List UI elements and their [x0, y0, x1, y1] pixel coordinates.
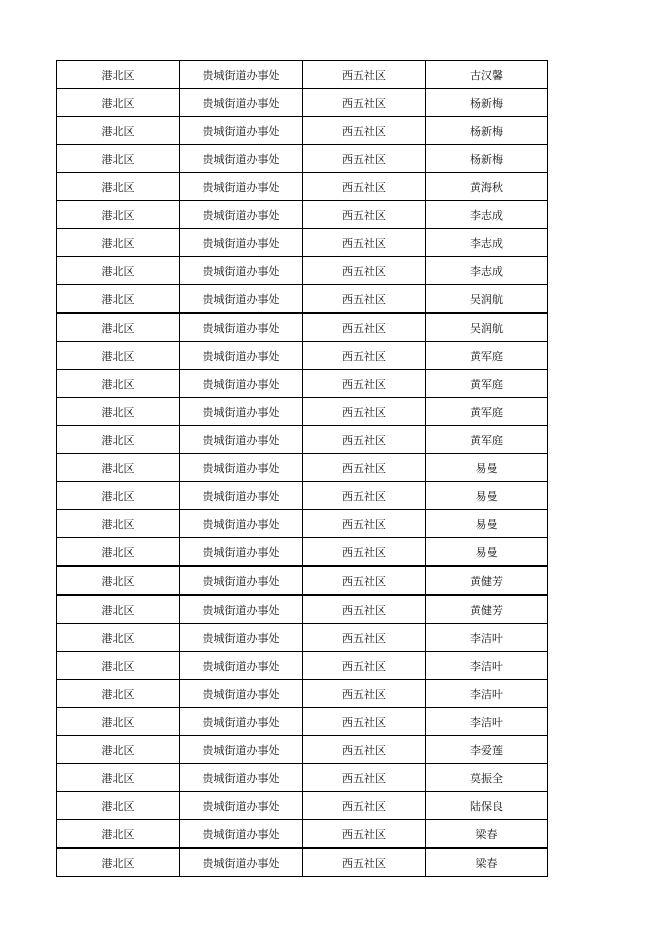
- cell-street: 贵城街道办事处: [180, 708, 303, 736]
- table-row: [57, 820, 548, 849]
- cell-name: 黄健芳: [426, 566, 548, 595]
- table-row: [57, 792, 548, 820]
- cell-name: 黄健芳: [426, 595, 548, 624]
- cell-street: 贵城街道办事处: [180, 764, 303, 792]
- table-row: [57, 342, 548, 370]
- cell-name: 黄海秋: [426, 173, 548, 201]
- cell-name: 黄军庭: [426, 426, 548, 454]
- cell-community: 西五社区: [303, 61, 426, 89]
- cell-district: 港北区: [57, 398, 180, 426]
- cell-community: 西五社区: [303, 566, 426, 595]
- table-row: [57, 61, 548, 89]
- cell-district: 港北区: [57, 566, 180, 595]
- cell-community: 西五社区: [303, 370, 426, 398]
- cell-street: 贵城街道办事处: [180, 89, 303, 117]
- cell-community: 西五社区: [303, 145, 426, 173]
- cell-street: 贵城街道办事处: [180, 482, 303, 510]
- cell-district: 港北区: [57, 313, 180, 342]
- cell-name: 杨新梅: [426, 89, 548, 117]
- cell-community: 西五社区: [303, 792, 426, 820]
- table-row: [57, 257, 548, 285]
- cell-street: 贵城街道办事处: [180, 680, 303, 708]
- cell-community: 西五社区: [303, 680, 426, 708]
- cell-name: 黄军庭: [426, 342, 548, 370]
- cell-district: 港北区: [57, 426, 180, 454]
- table-body: [57, 61, 548, 877]
- cell-name: 陆保良: [426, 792, 548, 820]
- cell-district: 港北区: [57, 708, 180, 736]
- table-row: [57, 624, 548, 652]
- cell-district: 港北区: [57, 792, 180, 820]
- cell-district: 港北区: [57, 173, 180, 201]
- cell-street: 贵城街道办事处: [180, 820, 303, 849]
- cell-district: 港北区: [57, 61, 180, 89]
- cell-district: 港北区: [57, 680, 180, 708]
- cell-community: 西五社区: [303, 89, 426, 117]
- cell-street: 贵城街道办事处: [180, 370, 303, 398]
- table-row: [57, 454, 548, 482]
- cell-district: 港北区: [57, 117, 180, 145]
- cell-community: 西五社区: [303, 538, 426, 567]
- cell-name: 李洁叶: [426, 624, 548, 652]
- table-row: [57, 370, 548, 398]
- table-row: [57, 426, 548, 454]
- cell-name: 吴润航: [426, 313, 548, 342]
- cell-community: 西五社区: [303, 398, 426, 426]
- cell-district: 港北区: [57, 370, 180, 398]
- table-row: [57, 482, 548, 510]
- cell-street: 贵城街道办事处: [180, 201, 303, 229]
- table-row: [57, 736, 548, 764]
- cell-community: 西五社区: [303, 595, 426, 624]
- spreadsheet-page: [56, 60, 547, 877]
- table-row: [57, 538, 548, 567]
- cell-district: 港北区: [57, 89, 180, 117]
- cell-community: 西五社区: [303, 201, 426, 229]
- cell-name: 李志成: [426, 257, 548, 285]
- cell-community: 西五社区: [303, 624, 426, 652]
- table-row: [57, 285, 548, 314]
- cell-district: 港北区: [57, 454, 180, 482]
- cell-district: 港北区: [57, 201, 180, 229]
- cell-street: 贵城街道办事处: [180, 736, 303, 764]
- table-row: [57, 201, 548, 229]
- cell-street: 贵城街道办事处: [180, 848, 303, 877]
- cell-district: 港北区: [57, 736, 180, 764]
- cell-district: 港北区: [57, 285, 180, 314]
- cell-name: 李志成: [426, 201, 548, 229]
- cell-community: 西五社区: [303, 848, 426, 877]
- cell-street: 贵城街道办事处: [180, 313, 303, 342]
- cell-street: 贵城街道办事处: [180, 538, 303, 567]
- table-row: [57, 708, 548, 736]
- cell-street: 贵城街道办事处: [180, 117, 303, 145]
- table-row: [57, 566, 548, 595]
- cell-name: 杨新梅: [426, 145, 548, 173]
- cell-district: 港北区: [57, 595, 180, 624]
- cell-name: 李洁叶: [426, 652, 548, 680]
- cell-district: 港北区: [57, 145, 180, 173]
- cell-district: 港北区: [57, 764, 180, 792]
- table-row: [57, 117, 548, 145]
- cell-district: 港北区: [57, 257, 180, 285]
- cell-name: 吴润航: [426, 285, 548, 314]
- cell-district: 港北区: [57, 229, 180, 257]
- table-row: [57, 848, 548, 877]
- table-row: [57, 652, 548, 680]
- cell-street: 贵城街道办事处: [180, 510, 303, 538]
- table-row: [57, 595, 548, 624]
- table-row: [57, 510, 548, 538]
- cell-street: 贵城街道办事处: [180, 398, 303, 426]
- cell-community: 西五社区: [303, 454, 426, 482]
- cell-name: 李志成: [426, 229, 548, 257]
- cell-street: 贵城街道办事处: [180, 61, 303, 89]
- cell-community: 西五社区: [303, 736, 426, 764]
- cell-district: 港北区: [57, 510, 180, 538]
- cell-district: 港北区: [57, 820, 180, 849]
- cell-community: 西五社区: [303, 285, 426, 314]
- cell-street: 贵城街道办事处: [180, 145, 303, 173]
- table-row: [57, 398, 548, 426]
- cell-street: 贵城街道办事处: [180, 454, 303, 482]
- cell-street: 贵城街道办事处: [180, 173, 303, 201]
- cell-community: 西五社区: [303, 117, 426, 145]
- cell-street: 贵城街道办事处: [180, 229, 303, 257]
- cell-name: 莫振全: [426, 764, 548, 792]
- cell-name: 易曼: [426, 510, 548, 538]
- cell-street: 贵城街道办事处: [180, 285, 303, 314]
- table-row: [57, 173, 548, 201]
- cell-district: 港北区: [57, 342, 180, 370]
- cell-street: 贵城街道办事处: [180, 566, 303, 595]
- cell-district: 港北区: [57, 624, 180, 652]
- cell-district: 港北区: [57, 482, 180, 510]
- cell-community: 西五社区: [303, 708, 426, 736]
- cell-name: 杨新梅: [426, 117, 548, 145]
- cell-community: 西五社区: [303, 510, 426, 538]
- cell-name: 易曼: [426, 454, 548, 482]
- cell-community: 西五社区: [303, 313, 426, 342]
- cell-street: 贵城街道办事处: [180, 652, 303, 680]
- table-row: [57, 680, 548, 708]
- cell-street: 贵城街道办事处: [180, 792, 303, 820]
- cell-name: 梁春: [426, 820, 548, 849]
- cell-community: 西五社区: [303, 426, 426, 454]
- cell-name: 李洁叶: [426, 680, 548, 708]
- cell-community: 西五社区: [303, 764, 426, 792]
- table-row: [57, 313, 548, 342]
- cell-community: 西五社区: [303, 229, 426, 257]
- cell-street: 贵城街道办事处: [180, 595, 303, 624]
- cell-name: 黄军庭: [426, 370, 548, 398]
- cell-community: 西五社区: [303, 652, 426, 680]
- cell-name: 易曼: [426, 482, 548, 510]
- cell-name: 黄军庭: [426, 398, 548, 426]
- cell-street: 贵城街道办事处: [180, 624, 303, 652]
- table-row: [57, 89, 548, 117]
- table-row: [57, 145, 548, 173]
- cell-community: 西五社区: [303, 173, 426, 201]
- cell-district: 港北区: [57, 848, 180, 877]
- cell-street: 贵城街道办事处: [180, 426, 303, 454]
- table-row: [57, 764, 548, 792]
- cell-community: 西五社区: [303, 820, 426, 849]
- data-table: [56, 60, 548, 877]
- cell-community: 西五社区: [303, 482, 426, 510]
- cell-district: 港北区: [57, 652, 180, 680]
- cell-community: 西五社区: [303, 342, 426, 370]
- cell-name: 梁春: [426, 848, 548, 877]
- cell-street: 贵城街道办事处: [180, 342, 303, 370]
- cell-district: 港北区: [57, 538, 180, 567]
- cell-name: 古汉馨: [426, 61, 548, 89]
- cell-name: 易曼: [426, 538, 548, 567]
- cell-street: 贵城街道办事处: [180, 257, 303, 285]
- cell-community: 西五社区: [303, 257, 426, 285]
- cell-name: 李爱莲: [426, 736, 548, 764]
- table-row: [57, 229, 548, 257]
- cell-name: 李洁叶: [426, 708, 548, 736]
